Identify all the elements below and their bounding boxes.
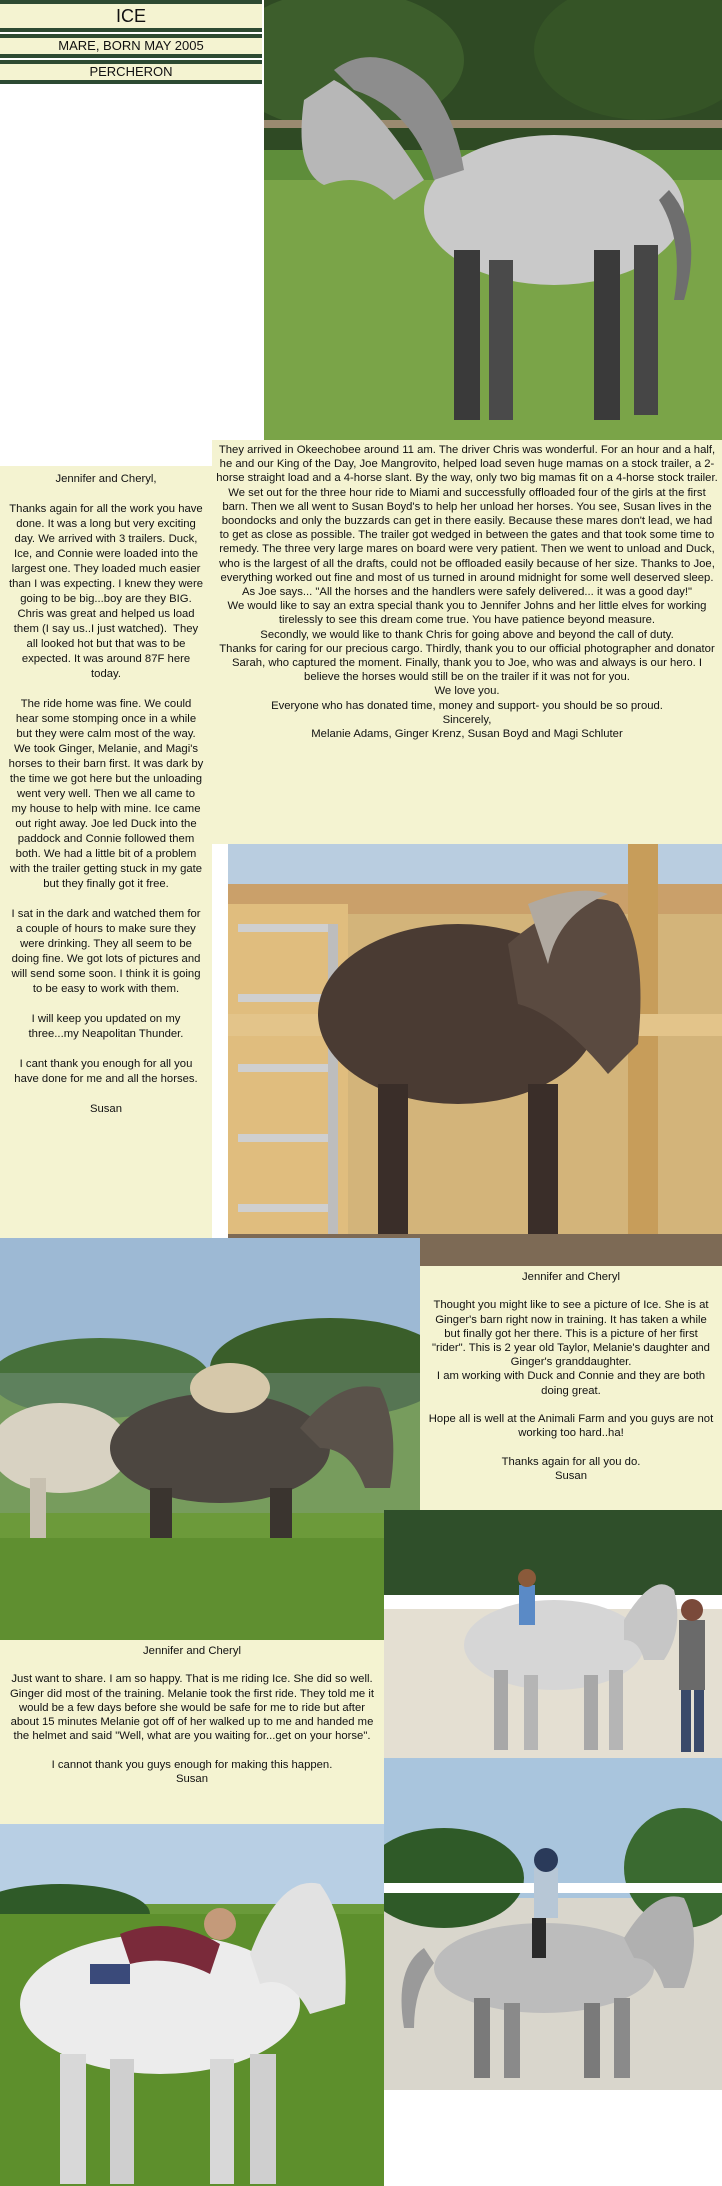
letter-susan-riding: Jennifer and Cheryl Just want to share. I am so happy. That is me riding Ice. She did so well. Ginger did most of the training. Melanie took the first ride. They told me it would be a few days before she would be safe for me to ride but after about 15 minutes Melanie got off of her walked up to me and handed me the helmet and said "Well, what are you waiting for...get on your horse". I cannot thank you guys enough for making this happen. Susan	[0, 1640, 384, 1824]
bottom-right-blank	[384, 2090, 722, 2186]
photo-susan-hugging-ice	[0, 1824, 384, 2186]
horse-birth-info: MARE, BORN MAY 2005	[0, 34, 262, 58]
photo-horse-at-gate	[228, 844, 722, 1266]
photo-taylor-riding-ice	[384, 1510, 722, 1758]
horse-name-title: ICE	[0, 0, 262, 32]
horse-breed: PERCHERON	[0, 60, 262, 84]
letter-susan-arrival: Jennifer and Cheryl, Thanks again for all the work you have done. It was a long but very exciting day. We arrived with 3 trailers. Duck, Ice, and Connie were loaded into the largest one. They loaded much easier than I was expecting. I knew they were going to be big...boy are they BIG. Chris was great and helped us load them (I say us..I just watched). They all looked hot but that was to be expected. It was around 87F here today. The ride home was fine. We could hear some stomping once in a while but they were calm most of the way. We took Ginger, Melanie, and Magi's horses to their barn first. It was dark by the time we got here but the unloading went very well. Then we all came to my house to help with mine. Ice came out right away. Joe led Duck into the paddock and Connie followed them both. We had a little bit of a problem with the trailer getting stuck in my gate but they finally got it free. I sat in the dark and watched them for a couple of hours to make sure they were drinking. They all seem to be doing fine. We got lots of pictures and will send some soon. I think it is going to be easy to work with them. I will keep you updated on my three...my Neapolitan Thunder. I cant thank you enough for all you have done for me and all the horses. Susan	[0, 466, 212, 1238]
photo-horses-paddock	[0, 1238, 420, 1640]
photo-susan-riding-ice	[384, 1758, 722, 2090]
letter-ice-first-rider: Jennifer and Cheryl Thought you might like to see a picture of Ice. She is at Ginger's barn right now in training. It has taken a while but finally got her there. This is a picture of her first "rider". This is 2 year old Taylor, Melanie's daughter and Ginger's granddaughter. I am working with Duck and Connie and they are both doing great. Hope all is well at the Animali Farm and you guys are not working too hard..ha! Thanks again for all you do. Susan	[420, 1266, 722, 1510]
arrival-story: They arrived in Okeechobee around 11 am. The driver Chris was wonderful. For an hour and a half, he and our King of the Day, Joe Mangrovito, helped load seven huge mamas on a stock trailer, a 2-horse straight load and a 4-horse slant. By the way, only two big mamas fit on a 4-horse stock trailer. We set out for the three hour ride to Miami and successfully offloaded four of the girls at the first barn. Then we all went to Susan Boyd's to help her unload her horses. You see, Susan lives in the boondocks and only the buzzards can get in there easily. Because these mares don't lead, we had to get as close as possible. The trailer got wedged in between the gates and that took some time to remedy. The three very large mares on board were very patient. Then we went to unload and Duck, who is the largest of all the drafts, could not be offloaded easily because of her size. Thanks to Joe, everything worked out fine and most of us turned in around midnight for some well deserved sleep. As Joe says... "All the horses and the handlers were safely delivered... it was a good day!" We would like to say an extra special thank you to Jennifer Johns and her little elves for working tirelessly to see this dream come true. You have patience beyond measure. Secondly, we would like to thank Chris for going above and beyond the call of duty. Thanks for caring for our precious cargo. Thirdly, thank you to our official photographer and donator Sarah, who captured the moment. Finally, thank you to Joe, who was and always is our hero. I believe the horses would still be on the trailer if it was not for you. We love you. Everyone who has donated time, money and support- you should be so proud. Sincerely, Melanie Adams, Ginger Krenz, Susan Boyd and Magi Schluter	[212, 440, 722, 844]
photo-ice-standing	[264, 0, 722, 440]
